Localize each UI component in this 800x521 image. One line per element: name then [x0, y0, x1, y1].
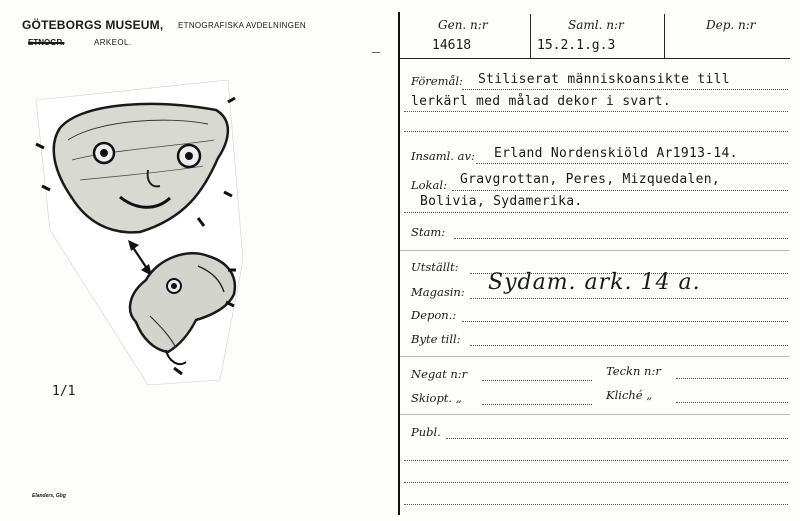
dep-label: Dep. n:r — [706, 18, 756, 32]
teckn-label: Teckn n:r — [606, 364, 661, 378]
insaml-label: Insaml. av: — [411, 149, 475, 163]
foremal-text-line2: lerkärl med målad dekor i svart. — [411, 94, 672, 109]
dotted-line — [452, 190, 788, 191]
dotted-line — [462, 321, 788, 322]
gen-label: Gen. n:r — [438, 18, 488, 32]
foremal-label: Föremål: — [411, 74, 463, 88]
printer-mark: Elanders, Gbg — [32, 493, 66, 499]
dotted-line — [446, 438, 788, 439]
section-rule — [400, 414, 790, 415]
saml-label: Saml. n:r — [568, 18, 624, 32]
section-rule — [400, 250, 790, 251]
saml-value: 15.2.1.g.3 — [537, 38, 616, 53]
magasin-label: Magasin: — [411, 285, 465, 299]
header-separator — [664, 14, 665, 58]
sub-department: ARKEOL. — [94, 38, 132, 47]
gen-value: 14618 — [432, 38, 472, 53]
dotted-line — [404, 482, 788, 483]
dotted-line — [470, 298, 788, 299]
dotted-line — [404, 212, 788, 213]
dotted-line — [676, 378, 788, 379]
depon-label: Depon.: — [411, 308, 457, 322]
dotted-line — [476, 163, 788, 164]
dotted-line — [404, 504, 788, 505]
dotted-line — [470, 345, 788, 346]
museum-name: GÖTEBORGS MUSEUM, — [22, 18, 164, 32]
dotted-line — [454, 238, 788, 239]
lokal-label: Lokal: — [411, 178, 447, 192]
artifact-drawing — [28, 80, 268, 390]
department-name: ETNOGRAFISKA AVDELNINGEN — [178, 21, 306, 30]
publ-label: Publ. — [411, 425, 441, 439]
byte-label: Byte till: — [411, 332, 461, 346]
card-divider — [398, 12, 400, 515]
klische-label: Kliché „ — [606, 388, 653, 402]
lokal-text-line1: Gravgrottan, Peres, Mizquedalen, — [460, 172, 721, 187]
dotted-line — [404, 131, 788, 132]
dotted-line — [404, 111, 788, 112]
utstallt-label: Utställt: — [411, 260, 459, 274]
lokal-text-line2: Bolivia, Sydamerika. — [420, 194, 583, 209]
dotted-line — [676, 402, 788, 403]
section-rule — [400, 356, 790, 357]
header-separator — [530, 14, 531, 58]
scale-label: 1/1 — [52, 384, 76, 399]
dotted-line — [482, 404, 592, 405]
insaml-value: Erland Nordenskiöld Ar1913-14. — [494, 146, 738, 161]
skiopt-label: Skiopt. „ — [411, 391, 462, 405]
dotted-line — [404, 460, 788, 461]
dotted-line — [462, 89, 788, 90]
divider-mark — [372, 52, 380, 53]
header-rule — [400, 58, 790, 59]
stam-label: Stam: — [411, 225, 446, 239]
struck-department: ETNOGR. — [28, 38, 65, 47]
negat-label: Negat n:r — [411, 367, 468, 381]
magasin-handwritten-value: Sydam. ark. 14 a. — [488, 270, 701, 295]
dotted-line — [482, 380, 592, 381]
foremal-text-line1: Stiliserat människoansikte till — [478, 72, 730, 87]
